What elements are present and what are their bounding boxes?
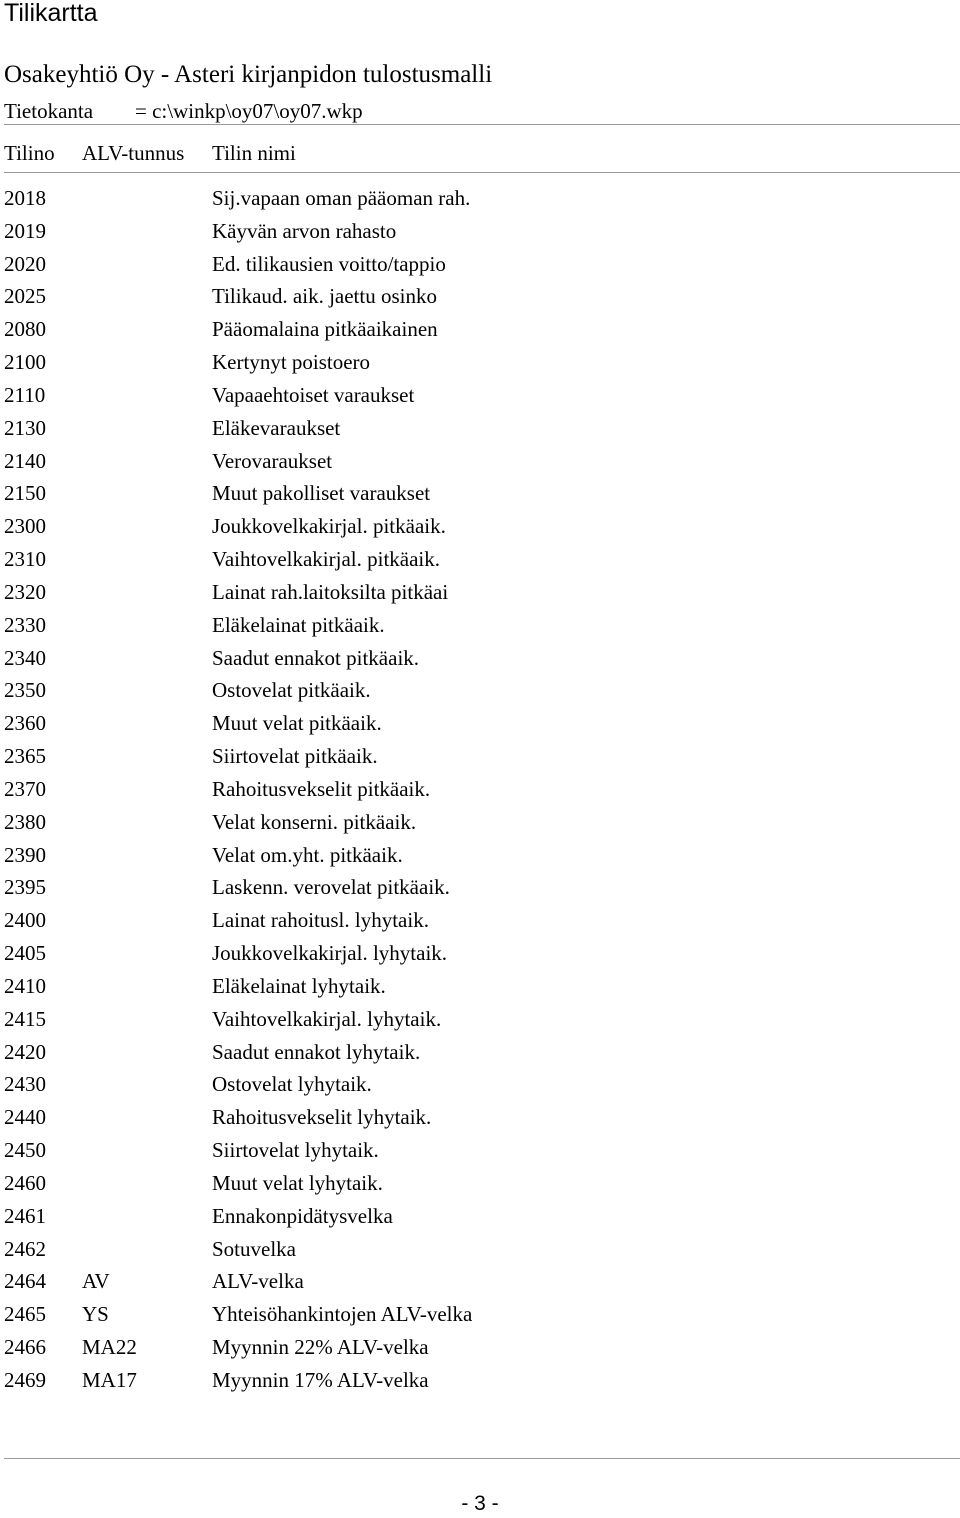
company-name: Osakeyhtiö Oy - Asteri kirjanpidon tulostusmalli [4, 61, 493, 88]
account-name: Tilikaud. aik. jaettu osinko [212, 284, 437, 309]
table-row [4, 183, 960, 216]
table-row [4, 413, 960, 446]
account-number: 2350 [4, 678, 46, 703]
table-row [4, 478, 960, 511]
account-number: 2130 [4, 415, 46, 440]
account-name: Rahoitusvekselit lyhytaik. [212, 1105, 432, 1130]
account-name: ALV-velka [212, 1269, 304, 1294]
account-name: Kertynyt poistoero [212, 350, 371, 375]
account-number: 2430 [4, 1072, 46, 1097]
account-number: 2025 [4, 284, 46, 309]
vat-code: AV [82, 1269, 110, 1294]
table-row [4, 708, 960, 741]
table-row [4, 807, 960, 840]
account-number: 2018 [4, 186, 46, 210]
table-row [4, 675, 960, 708]
account-number: 2450 [4, 1138, 46, 1163]
account-name: Vapaaehtoiset varaukset [212, 382, 415, 407]
account-name: Velat konserni. pitkäaik. [212, 809, 417, 834]
database-path: = c:\winkp\oy07\oy07.wkp [135, 99, 363, 123]
table-row [4, 314, 960, 347]
account-number: 2150 [4, 481, 46, 506]
table-row [4, 347, 960, 380]
table-row [4, 1234, 960, 1267]
account-name: Rahoitusvekselit pitkäaik. [212, 776, 431, 801]
account-name: Lainat rahoitusl. lyhytaik. [212, 908, 429, 933]
account-number: 2440 [4, 1105, 46, 1130]
page-number: - 3 - [461, 1492, 499, 1515]
table-row [4, 1135, 960, 1168]
account-number: 2461 [4, 1203, 46, 1228]
account-name: Saadut ennakot lyhytaik. [212, 1039, 421, 1064]
account-number: 2310 [4, 547, 46, 572]
table-row [4, 905, 960, 938]
table-row [4, 1004, 960, 1037]
account-name: Pääomalaina pitkäaikainen [212, 317, 438, 342]
account-number: 2400 [4, 908, 46, 933]
vat-code: MA17 [82, 1367, 137, 1392]
table-row [4, 1332, 960, 1365]
account-number: 2020 [4, 251, 46, 276]
account-number: 2340 [4, 645, 46, 670]
account-number: 2466 [4, 1334, 46, 1359]
database-line [4, 98, 960, 124]
account-name: Sotuvelka [212, 1236, 296, 1261]
account-name: Eläkelainat lyhytaik. [212, 973, 386, 998]
table-row [4, 1102, 960, 1135]
vat-code: YS [82, 1302, 109, 1327]
account-number: 2300 [4, 514, 46, 539]
account-name: Käyvän arvon rahasto [212, 218, 397, 243]
account-name: Ostovelat lyhytaik. [212, 1072, 372, 1097]
account-name: Muut pakolliset varaukset [212, 481, 431, 506]
account-name: Muut velat lyhytaik. [212, 1170, 383, 1195]
account-number: 2320 [4, 579, 46, 604]
table-row [4, 1069, 960, 1102]
account-number: 2465 [4, 1302, 46, 1327]
account-name: Siirtovelat pitkäaik. [212, 744, 378, 769]
account-name: Eläkelainat pitkäaik. [212, 612, 385, 637]
table-row [4, 216, 960, 249]
table-row [4, 544, 960, 577]
table-row [4, 380, 960, 413]
header-divider-bottom [4, 172, 960, 173]
account-number: 2464 [4, 1269, 46, 1294]
account-name: Vaihtovelkakirjal. lyhytaik. [212, 1006, 442, 1031]
account-number: 2360 [4, 711, 46, 736]
account-number: 2395 [4, 875, 46, 900]
account-number: 2370 [4, 776, 46, 801]
account-number: 2140 [4, 448, 46, 473]
account-number: 2469 [4, 1367, 46, 1392]
account-name: Ed. tilikausien voitto/tappio [212, 251, 446, 276]
account-name: Saadut ennakot pitkäaik. [212, 645, 420, 670]
account-number: 2365 [4, 744, 46, 769]
account-name: Laskenn. verovelat pitkäaik. [212, 875, 450, 900]
account-number: 2460 [4, 1170, 46, 1195]
account-name: Ennakonpidätysvelka [212, 1203, 393, 1228]
account-number: 2410 [4, 973, 46, 998]
table-row [4, 577, 960, 610]
table-row [4, 840, 960, 873]
table-row [4, 741, 960, 774]
account-name: Siirtovelat lyhytaik. [212, 1138, 379, 1163]
account-number: 2390 [4, 842, 46, 867]
account-name: Joukkovelkakirjal. pitkäaik. [212, 514, 446, 539]
account-name: Myynnin 17% ALV-velka [212, 1367, 429, 1392]
table-row [4, 1299, 960, 1332]
header-divider-top [4, 124, 960, 125]
table-row [4, 281, 960, 314]
account-name: Joukkovelkakirjal. lyhytaik. [212, 941, 448, 966]
account-name: Muut velat pitkäaik. [212, 711, 382, 736]
vat-code: MA22 [82, 1334, 137, 1359]
table-row [4, 774, 960, 807]
header-account-name: Tilin nimi [212, 141, 296, 165]
header-account-number: Tilino [4, 141, 55, 165]
account-number: 2420 [4, 1039, 46, 1064]
account-name: Lainat rah.laitoksilta pitkäai [212, 579, 449, 604]
account-name: Yhteisöhankintojen ALV-velka [212, 1302, 473, 1327]
account-name: Verovaraukset [212, 448, 333, 473]
page-number-container [0, 1490, 960, 1518]
table-row [4, 1168, 960, 1201]
table-header [4, 140, 960, 166]
account-name: Myynnin 22% ALV-velka [212, 1334, 429, 1359]
footer-divider [4, 1458, 960, 1459]
account-number: 2100 [4, 350, 46, 375]
table-row [4, 610, 960, 643]
table-row [4, 643, 960, 676]
account-number: 2330 [4, 612, 46, 637]
table-row [4, 1037, 960, 1070]
table-row [4, 511, 960, 544]
document-title: Tilikartta [4, 0, 98, 27]
account-number: 2405 [4, 941, 46, 966]
table-row [4, 1266, 960, 1299]
account-name: Sij.vapaan oman pääoman rah. [212, 186, 471, 210]
account-number: 2380 [4, 809, 46, 834]
account-name: Vaihtovelkakirjal. pitkäaik. [212, 547, 441, 572]
header-vat-code: ALV-tunnus [82, 141, 185, 165]
table-row [4, 1365, 960, 1398]
table-row [4, 249, 960, 282]
table-row [4, 1201, 960, 1234]
account-name: Velat om.yht. pitkäaik. [212, 842, 403, 867]
account-name: Ostovelat pitkäaik. [212, 678, 371, 703]
account-name: Eläkevaraukset [212, 415, 341, 440]
account-number: 2019 [4, 218, 46, 243]
table-row [4, 446, 960, 479]
account-number: 2110 [4, 382, 46, 407]
account-number: 2415 [4, 1006, 46, 1031]
account-number: 2462 [4, 1236, 46, 1261]
table-row [4, 872, 960, 905]
table-row [4, 938, 960, 971]
account-number: 2080 [4, 317, 46, 342]
account-list [4, 183, 960, 1398]
database-label: Tietokanta [4, 99, 94, 123]
table-row [4, 971, 960, 1004]
